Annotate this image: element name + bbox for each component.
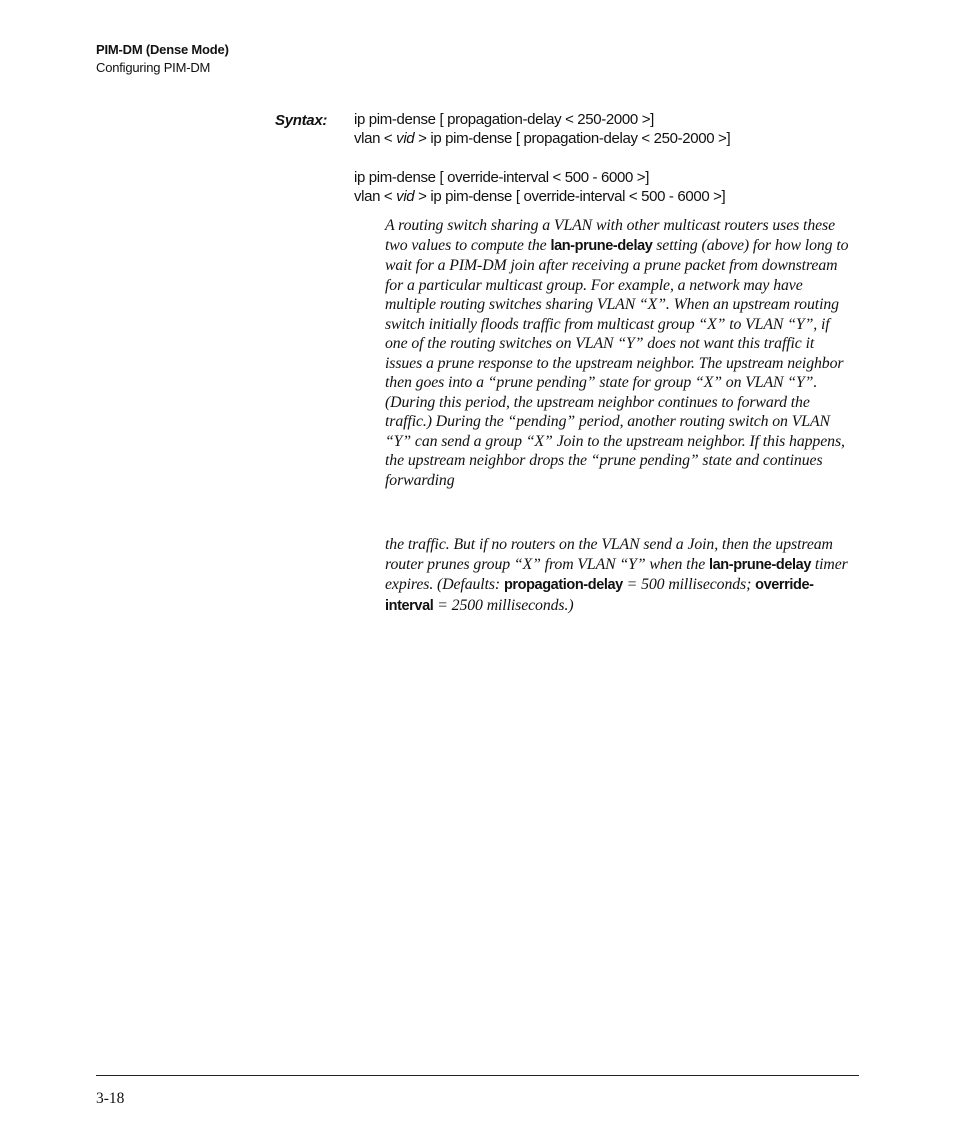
- term-override-interval: override-interval: [385, 577, 814, 614]
- description-paragraph-1: A routing switch sharing a VLAN with other multicast routers uses these two values to compute the lan-prune-delay setting (above) for how long to wait for a PIM-DM join after receiving a prune packet from downstream for a particular multicast group. For example, a network may have multiple routing switches sharing VLAN “X”. When an upstream routing switch initially floods traffic from multicast group “X” to VLAN “Y”, if one of the routing switches on VLAN “Y” does not want this traffic it issues a prune response to the upstream neighbor. The upstream neighbor then goes into a “prune pending” state for group “X” on VLAN “Y”. (During this period, the upstream neighbor continues to forward the traffic.) During the “pending” period, another routing switch on VLAN “Y” can send a group “X” Join to the upstream neighbor. If this happens, the upstream neighbor drops the “prune pending” state and continues forwarding: [385, 217, 849, 489]
- command-propagation-delay-vlan: vlan < vid > ip pim-dense [ propagation-delay < 250-2000 >]: [354, 130, 731, 147]
- vid-parameter: vid: [396, 130, 415, 147]
- command-override-interval-vlan: vlan < vid > ip pim-dense [ override-interval < 500 - 6000 >]: [354, 188, 726, 205]
- term-propagation-delay: propagation-delay: [503, 577, 623, 593]
- syntax-label: Syntax:: [275, 112, 328, 129]
- page-number: 3-18: [96, 1090, 125, 1107]
- running-header-title: PIM-DM (Dense Mode): [96, 42, 229, 57]
- running-header-subtitle: Configuring PIM-DM: [96, 60, 211, 75]
- footer-rule: [96, 1075, 859, 1076]
- term-lan-prune-delay: lan-prune-delay: [709, 556, 811, 573]
- vid-parameter: vid: [396, 188, 415, 205]
- term-lan-prune-delay: lan-prune-delay: [550, 237, 653, 254]
- description-paragraph-2: the traffic. But if no routers on the VLAN send a Join, then the upstream router prunes group “X” from VLAN “Y” when the lan-prune-delay timer expires. (Defaults: propagation-delay = 500 milliseconds; override-interval = 2500 milliseconds.): [385, 536, 848, 614]
- command-propagation-delay-global: ip pim-dense [ propagation-delay < 250-2000 >]: [354, 111, 654, 128]
- command-override-interval-global: ip pim-dense [ override-interval < 500 - 6000 >]: [354, 169, 650, 186]
